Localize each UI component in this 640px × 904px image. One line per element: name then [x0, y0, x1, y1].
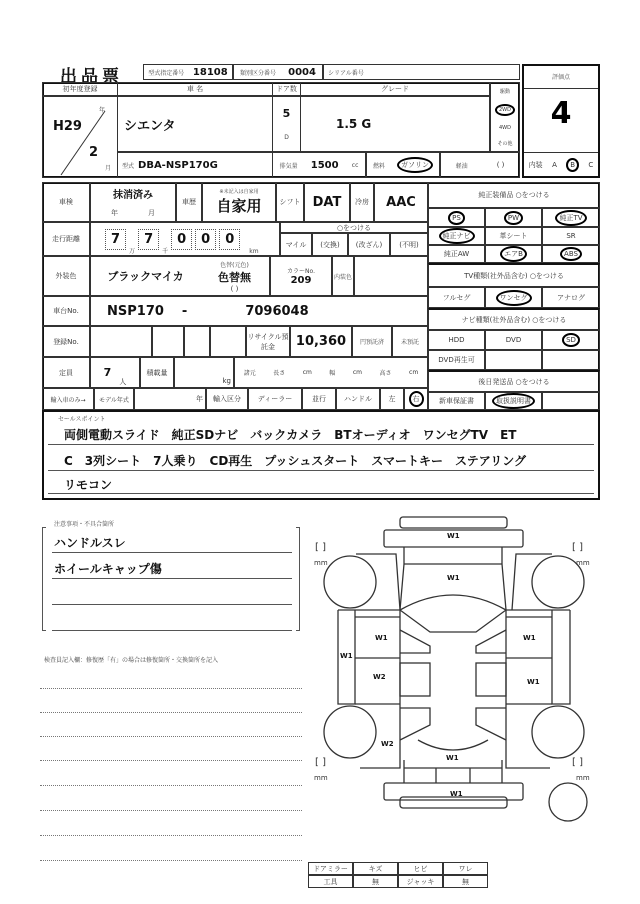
displacement	[272, 152, 366, 178]
handle-right	[404, 388, 428, 410]
legend-table	[308, 862, 488, 888]
svg-text:mm: mm	[314, 559, 328, 567]
damage-mark: W1	[447, 532, 460, 540]
capacity-label: 定員	[42, 357, 90, 388]
usage-note: ※未記入は自家用	[219, 189, 259, 195]
damage-mark: W1	[523, 634, 536, 642]
mileage-unknown: (不明)	[390, 233, 428, 256]
chassis-label: 車台No.	[42, 296, 90, 326]
unit: 千	[162, 248, 169, 255]
chassis-serial: 7096048	[245, 303, 309, 319]
equip-sr: SR	[542, 227, 600, 245]
handle-label: ハンドル	[336, 388, 380, 410]
color-label: 外装色	[42, 256, 90, 296]
legend-header: ヒビ	[398, 862, 443, 875]
ac-label: 冷房	[350, 182, 374, 222]
navi-sd-selected: SD	[562, 333, 580, 347]
legend-value: 無	[443, 875, 488, 888]
recycle-paid: 円預託済	[352, 326, 392, 357]
color-code	[270, 256, 332, 296]
recycle-unpaid: 未預託	[392, 326, 428, 357]
tv-oneseg-selected: ワンセグ	[496, 290, 532, 306]
damage-mark: W1	[340, 652, 353, 660]
equip-pw-selected: PW	[504, 211, 523, 225]
doors-suffix: D	[284, 134, 289, 141]
import-label: 輸入車のみ→	[42, 388, 94, 410]
grade-label: グレード	[300, 82, 490, 96]
navi-header: ナビ種類(社外品含む) ○をつける	[428, 308, 600, 330]
later-manual-selected: 取扱説明書	[492, 393, 535, 409]
equip-tv-selected: 純正TV	[555, 210, 586, 226]
navi-dvd: DVD	[485, 330, 542, 350]
score-box	[522, 64, 600, 178]
doors-value: 5	[282, 107, 291, 120]
reg-year: H29	[53, 119, 82, 134]
name-label: 車 名	[117, 82, 273, 96]
load-unit: kg	[174, 357, 234, 388]
height-label: 高さ	[379, 370, 392, 377]
drive-4wd: 4WD	[499, 124, 511, 131]
drive-other: その他	[497, 140, 513, 147]
mileage-digit: 7	[105, 229, 126, 250]
displacement-value: 1500	[310, 159, 339, 171]
unit: 人	[119, 378, 127, 386]
tv-fullseg: フルセグ	[428, 287, 485, 308]
chassis-prefix: NSP170	[107, 303, 164, 319]
model	[117, 152, 273, 178]
damage-mark: W2	[373, 673, 386, 681]
month-unit: 月	[148, 208, 155, 217]
usage	[202, 182, 276, 222]
usage-value: 自家用	[216, 197, 262, 215]
car-name: シエンタ	[117, 96, 273, 152]
note-line: ハンドルスレ	[54, 536, 126, 550]
svg-text:mm: mm	[314, 774, 328, 782]
equip-leather: 革シート	[485, 227, 542, 245]
mileage-exchanged: (交換)	[312, 233, 348, 256]
damage-mark: W1	[450, 790, 463, 798]
svg-text:[ ]: [ ]	[572, 542, 583, 553]
chassis-number	[90, 296, 428, 326]
mileage-mark-label: ○をつける	[280, 222, 428, 233]
month-unit: 月	[105, 165, 112, 172]
usage-label: 車歴	[176, 182, 202, 222]
sales-point-line: リモコン	[64, 478, 113, 492]
cm: cm	[302, 369, 312, 376]
label: 類別区分番号	[240, 69, 277, 77]
svg-text:mm: mm	[576, 559, 590, 567]
later-header: 後日発送品 ○をつける	[428, 370, 600, 392]
serial-number	[323, 64, 520, 80]
mileage-altered: (改ざん)	[348, 233, 390, 256]
navi-hdd: HDD	[428, 330, 485, 350]
damage-mark: W1	[375, 634, 388, 642]
type-designation	[143, 64, 233, 80]
unit: 万	[129, 248, 136, 255]
mileage-digit: 7	[138, 229, 159, 250]
equip-airbag-selected: エアB	[500, 246, 527, 262]
dash: -	[181, 303, 188, 319]
inspection-value: 抹消済み	[113, 190, 153, 202]
fuel-gasoline-selected: ガソリン	[397, 157, 433, 173]
mileage-digit: 0	[219, 229, 240, 250]
sales-points-label: セールスポイント	[58, 416, 106, 423]
damage-mark: W1	[446, 754, 459, 762]
repaint-value: 色替無	[218, 270, 251, 284]
note-line: ホイールキャップ傷	[54, 562, 162, 576]
score-value: 4	[550, 96, 572, 131]
svg-text:[ ]: [ ]	[315, 757, 326, 768]
ac-value: AAC	[374, 182, 428, 222]
handle-left: 左	[380, 388, 404, 410]
doors-label: ドア数	[272, 82, 301, 96]
paren: ( )	[230, 284, 239, 293]
cm: cm	[352, 369, 363, 376]
label: カラーNo.	[287, 268, 315, 275]
length-label: 長さ	[273, 370, 286, 377]
mileage-digit: 0	[195, 229, 216, 250]
mileage-mile: マイル	[280, 233, 312, 256]
reg-month: 2	[89, 145, 99, 160]
reg-cell	[152, 326, 184, 357]
notes-label: 注意事項・不具合箇所	[54, 521, 115, 528]
recycle-amount: 10,360	[290, 326, 352, 357]
first-reg-label: 初年度登録	[42, 82, 118, 96]
svg-text:[ ]: [ ]	[315, 542, 326, 553]
load-label: 積載量	[140, 357, 174, 388]
interior-c: C	[588, 161, 594, 169]
import-parallel: 並行	[302, 388, 336, 410]
interior-b-selected: B	[566, 158, 579, 172]
mileage	[90, 222, 280, 256]
first-reg	[42, 96, 118, 178]
reg-cell	[184, 326, 210, 357]
repaint	[200, 256, 270, 296]
legend-header: ドアミラー	[308, 862, 353, 875]
legend-header: ワレ	[443, 862, 488, 875]
unit: km	[249, 248, 259, 255]
mileage-label: 走行距離	[42, 222, 90, 256]
model-year-label: モデル年式	[94, 388, 134, 410]
capacity	[90, 357, 140, 388]
label: 燃料	[372, 162, 385, 170]
svg-text:[ ]: [ ]	[572, 757, 583, 768]
tv-analog: アナログ	[542, 287, 600, 308]
label: 色替(元色)	[220, 261, 249, 269]
color-value: ブラックマイカ	[90, 256, 200, 296]
damage-marks	[300, 510, 620, 860]
doors	[272, 96, 301, 152]
score-label: 評価点	[551, 74, 570, 81]
interior-color-value	[354, 256, 428, 296]
legend-value: 無	[353, 875, 398, 888]
sales-point-line: C 3列シート 7人乗り CD再生 プッシュスタート スマートキー ステアリング	[64, 454, 526, 468]
interior-label: 内装	[528, 161, 543, 169]
interior-a: A	[552, 161, 557, 169]
legend-header: キズ	[353, 862, 398, 875]
equip-navi-selected: 純正ナビ	[439, 228, 475, 244]
width-label: 幅	[329, 370, 336, 377]
label: 軽油	[455, 162, 468, 170]
reg-cell	[90, 326, 152, 357]
type-designation-value: 18108	[192, 66, 228, 78]
label: シリアル番号	[328, 69, 364, 77]
model-label: 型式	[122, 162, 135, 170]
shift-label: シフト	[276, 182, 304, 222]
cm: cm	[409, 369, 419, 376]
equip-ps-selected: PS	[448, 211, 465, 225]
tv-header: TV種類(社外品含む) ○をつける	[428, 263, 600, 287]
recycle-label: リサイクル預託金	[246, 326, 290, 357]
shift-value: DAT	[304, 182, 350, 222]
capacity-value: 7	[103, 366, 112, 379]
later-warranty: 新車保証書	[428, 392, 485, 410]
interior-color-label: 内装色	[332, 256, 354, 296]
damage-mark: W1	[447, 574, 460, 582]
color-code-value: 209	[290, 275, 312, 286]
reg-cell	[210, 326, 246, 357]
legend-value: 工具	[308, 875, 353, 888]
dvd-play-label: DVD再生可	[428, 350, 485, 370]
label: 型式指定番号	[148, 69, 185, 77]
damage-mark: W2	[381, 740, 394, 748]
category-value: 0004	[288, 66, 316, 78]
sales-point-line: 両側電動スライド 純正SDナビ バックカメラ BTオーディオ ワンセグTV ET	[64, 428, 517, 442]
diesel-paren: ( )	[496, 161, 505, 169]
inspection-label: 車検	[42, 182, 90, 222]
equip-abs-selected: ABS	[560, 247, 582, 261]
diesel	[440, 152, 520, 178]
category-number	[233, 64, 323, 80]
dims-label: 諸元	[243, 370, 256, 377]
fuel	[366, 152, 440, 178]
registration-label: 登録No.	[42, 326, 90, 357]
equip-aw: 純正AW	[428, 245, 485, 263]
inspection	[90, 182, 176, 222]
inspector-label: 検査員記入欄：修復歴「有」の場合は修復箇所・交換箇所を記入	[44, 657, 219, 664]
handle-right-selected: 右	[409, 391, 424, 407]
drive-2wd-selected: 2WD	[495, 104, 515, 116]
dimensions	[234, 357, 428, 388]
model-value: DBA-NSP170G	[138, 159, 218, 171]
label: 排気量	[279, 162, 298, 170]
import-dealer: ディーラー	[248, 388, 302, 410]
legend-value: ジャッキ	[398, 875, 443, 888]
import-type-label: 輸入区分	[206, 388, 248, 410]
drive-label: 駆動	[499, 88, 510, 95]
damage-mark: W1	[527, 678, 540, 686]
year-unit: 年	[111, 208, 118, 217]
sheet-title: 出品票	[60, 67, 123, 87]
unit: cc	[351, 161, 359, 169]
svg-text:mm: mm	[576, 774, 590, 782]
mileage-digit: 0	[171, 229, 192, 250]
drive	[490, 82, 520, 152]
year-unit: 年	[134, 388, 206, 410]
year-unit: 年	[99, 107, 106, 114]
equipment-header: 純正装備品 ○をつける	[428, 182, 600, 208]
grade: 1.5 G	[300, 96, 490, 152]
